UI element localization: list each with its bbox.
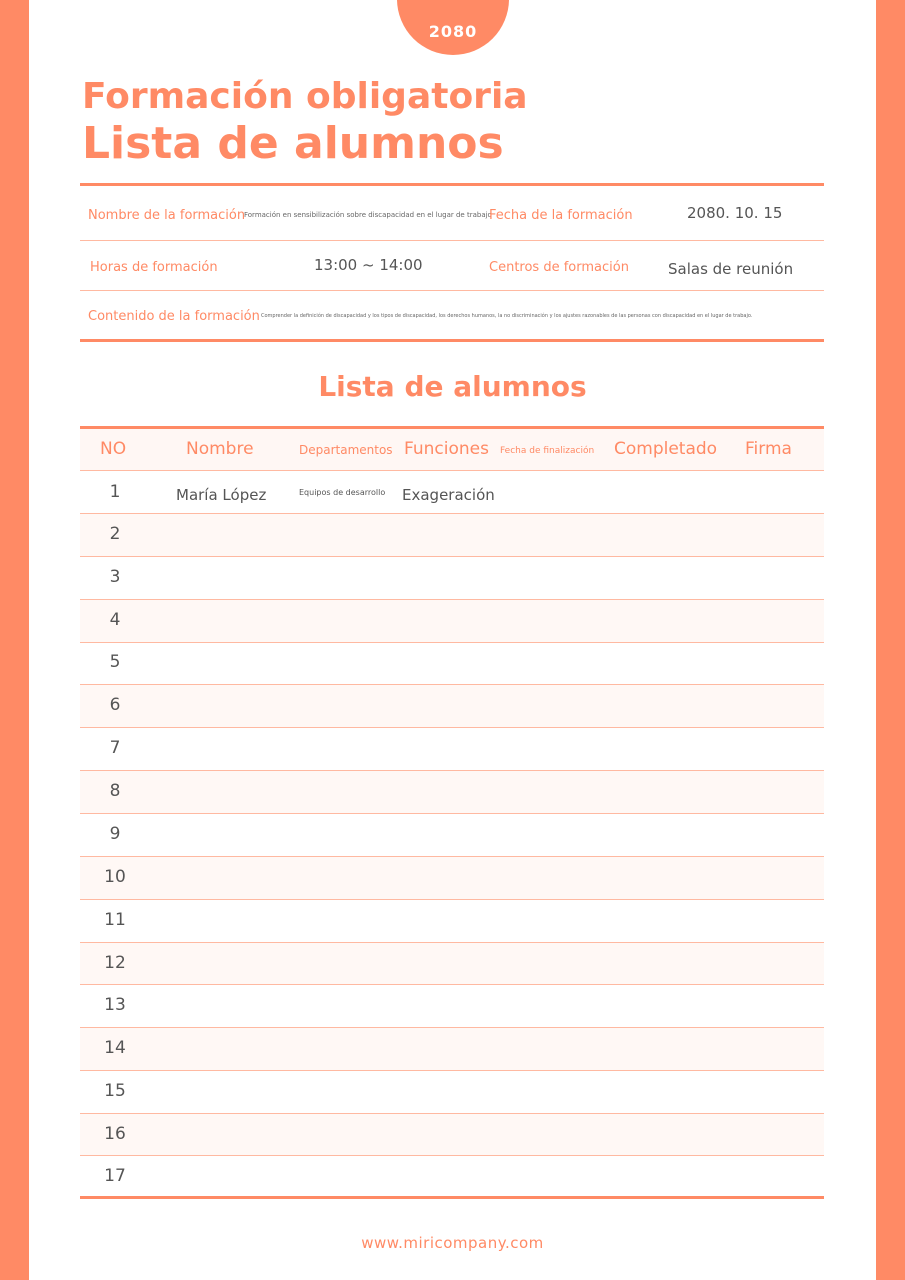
header-completed: Completado [614,439,718,459]
row-divider [80,942,824,943]
row-number: 6 [109,695,121,715]
row-divider [80,813,824,814]
row-number: 16 [104,1124,126,1144]
row-number: 17 [104,1166,126,1186]
row-divider [80,556,824,557]
row-stripe [80,1028,824,1070]
row-stripe [80,685,824,727]
row-divider [80,984,824,985]
content-label: Contenido de la formación [88,309,260,324]
row-stripe [80,857,824,899]
row-department: Equipos de desarrollo [299,488,386,497]
course-name-value: Formación en sensibilización sobre discapacidad en el lugar de trabajo [244,211,492,219]
info-bottom-rule [80,339,824,342]
row-divider [80,1113,824,1114]
right-border-bar [876,0,905,1280]
row-number: 14 [104,1038,126,1058]
header-name: Nombre [186,439,254,459]
header-no: NO [100,439,127,459]
row-stripe [80,943,824,985]
row-number: 8 [109,781,121,801]
row-divider [80,642,824,643]
date-value: 2080. 10. 15 [687,204,783,222]
content-value: Comprender la definición de discapacidad y los tipos de discapacidad, los derechos humanos, la no discriminación y los ajustes razonables de las personas con discapacidad en el lugar de trabajo. [261,313,753,319]
row-number: 13 [104,995,126,1015]
row-divider [80,899,824,900]
hours-value: 13:00 ~ 14:00 [314,256,423,274]
row-name: María López [176,486,267,504]
info-divider [80,240,824,241]
header-signature: Firma [745,439,792,459]
centers-label: Centros de formación [489,260,629,275]
row-divider [80,513,824,514]
row-stripe [80,771,824,813]
row-function: Exageración [402,486,495,504]
table-bottom-rule [80,1196,824,1199]
left-border-bar [0,0,29,1280]
row-number: 9 [109,824,121,844]
page-title: Formación obligatoria [82,76,528,117]
row-stripe [80,600,824,642]
year-label: 2080 [428,22,478,41]
header-completion-date: Fecha de finalización [500,446,595,456]
info-top-rule [80,183,824,186]
page-subtitle: Lista de alumnos [82,118,504,169]
course-name-label: Nombre de la formación [88,208,246,223]
row-divider [80,599,824,600]
hours-label: Horas de formación [90,260,218,275]
row-number: 4 [109,610,121,630]
table-top-rule [80,426,824,429]
row-divider [80,770,824,771]
row-divider [80,1155,824,1156]
row-divider [80,1070,824,1071]
header-departments: Departamentos [299,443,393,457]
row-stripe [80,1114,824,1156]
row-number: 2 [109,524,121,544]
row-divider [80,856,824,857]
row-number: 10 [104,867,126,887]
section-title: Lista de alumnos [318,370,587,403]
row-number: 11 [104,910,126,930]
info-divider [80,290,824,291]
row-number: 5 [109,652,121,672]
row-stripe [80,514,824,556]
row-number: 7 [109,738,121,758]
row-divider [80,684,824,685]
row-divider [80,1027,824,1028]
row-number: 3 [109,567,121,587]
row-number: 15 [104,1081,126,1101]
row-divider [80,727,824,728]
footer-website[interactable]: www.miricompany.com [361,1234,544,1252]
row-number: 12 [104,953,126,973]
row-number: 1 [109,482,121,502]
table-header-divider [80,470,824,471]
centers-value: Salas de reunión [668,260,794,278]
date-label: Fecha de la formación [489,208,633,223]
header-functions: Funciones [404,439,489,459]
